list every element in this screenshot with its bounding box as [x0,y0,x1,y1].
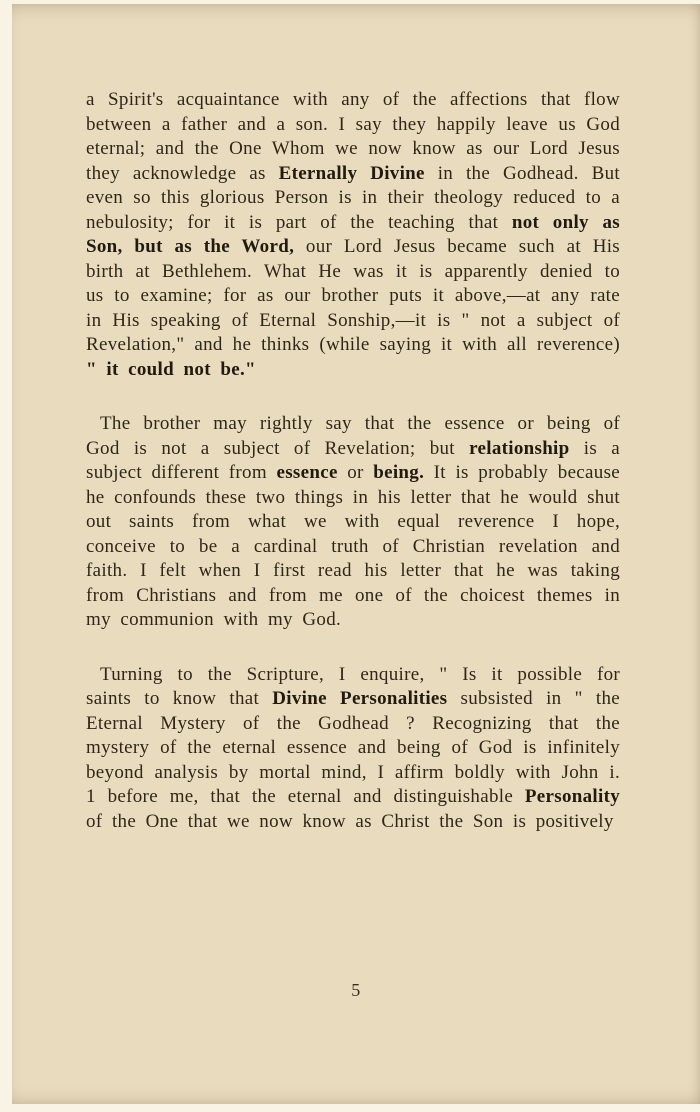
page-text [86,88,620,864]
paragraph [86,412,620,633]
bold-text-run: being. [373,462,425,483]
body-text-run: It is probably because he confounds these two things in his letter that he would shut out saints from what we with equal reverence I hope, conceive to be a cardinal truth of Christian revelation and faith. I felt when I first read his letter that he was taking from Christians and from me one of the choicest themes in my communion with my God. [86,462,620,630]
bold-text-run: " it could not be." [86,358,256,380]
bold-text-run: not only as Son, but as the Word, [86,211,621,257]
paragraph [86,88,620,382]
bold-text-run: Divine Personalities [272,688,448,709]
body-text-run: subsisted in " the Eternal Mystery of the Godhead ? Recognizing that the mystery of the eternal essence and being of God is infinitely beyond analysis by mortal mind, I affirm boldly with John i. 1 before me, that the eternal and distinguishable [86,688,621,807]
scanned-page [12,4,700,1104]
body-text-run: or [337,462,374,483]
body-text-run: Turning to the Scripture, I enquire, " Is it possible for saints to know that [86,663,620,709]
body-text-run: in the Godhead. But even so this glorious Person is in their theology reduced to a nebulosity; for it is part of the teaching that [86,162,620,233]
paragraph [86,663,620,835]
bold-text-run: essence [276,462,338,483]
bold-text-run: relationship [469,437,570,459]
page-number: 5 [351,980,361,1000]
bold-text-run: Personality [524,786,620,807]
body-text-run: a Spirit's acquaintance with any of the affections that flow between a father and a son. I say they happily leave us God eternal; and the One Whom we now know as our Lord Jesus they acknowledge as [86,89,620,184]
body-text-run: is a subject different from [86,437,620,483]
body-text-run: The brother may rightly say that the essence or being of God is not a subject of Revelation; but [86,413,620,459]
body-text-run: our Lord Jesus became such at His birth at Bethlehem. What He was it is apparently denied to us to examine; for as our brother puts it above,—at any rate in His speaking of Eternal Sonship,—it is " not a subject of Revelation," and he thinks (while saying it with all reverence) [86,236,620,355]
body-text-run: of the One that we now know as Christ the Son is positively [86,810,614,832]
bold-text-run: Eternally Divine [278,162,425,184]
